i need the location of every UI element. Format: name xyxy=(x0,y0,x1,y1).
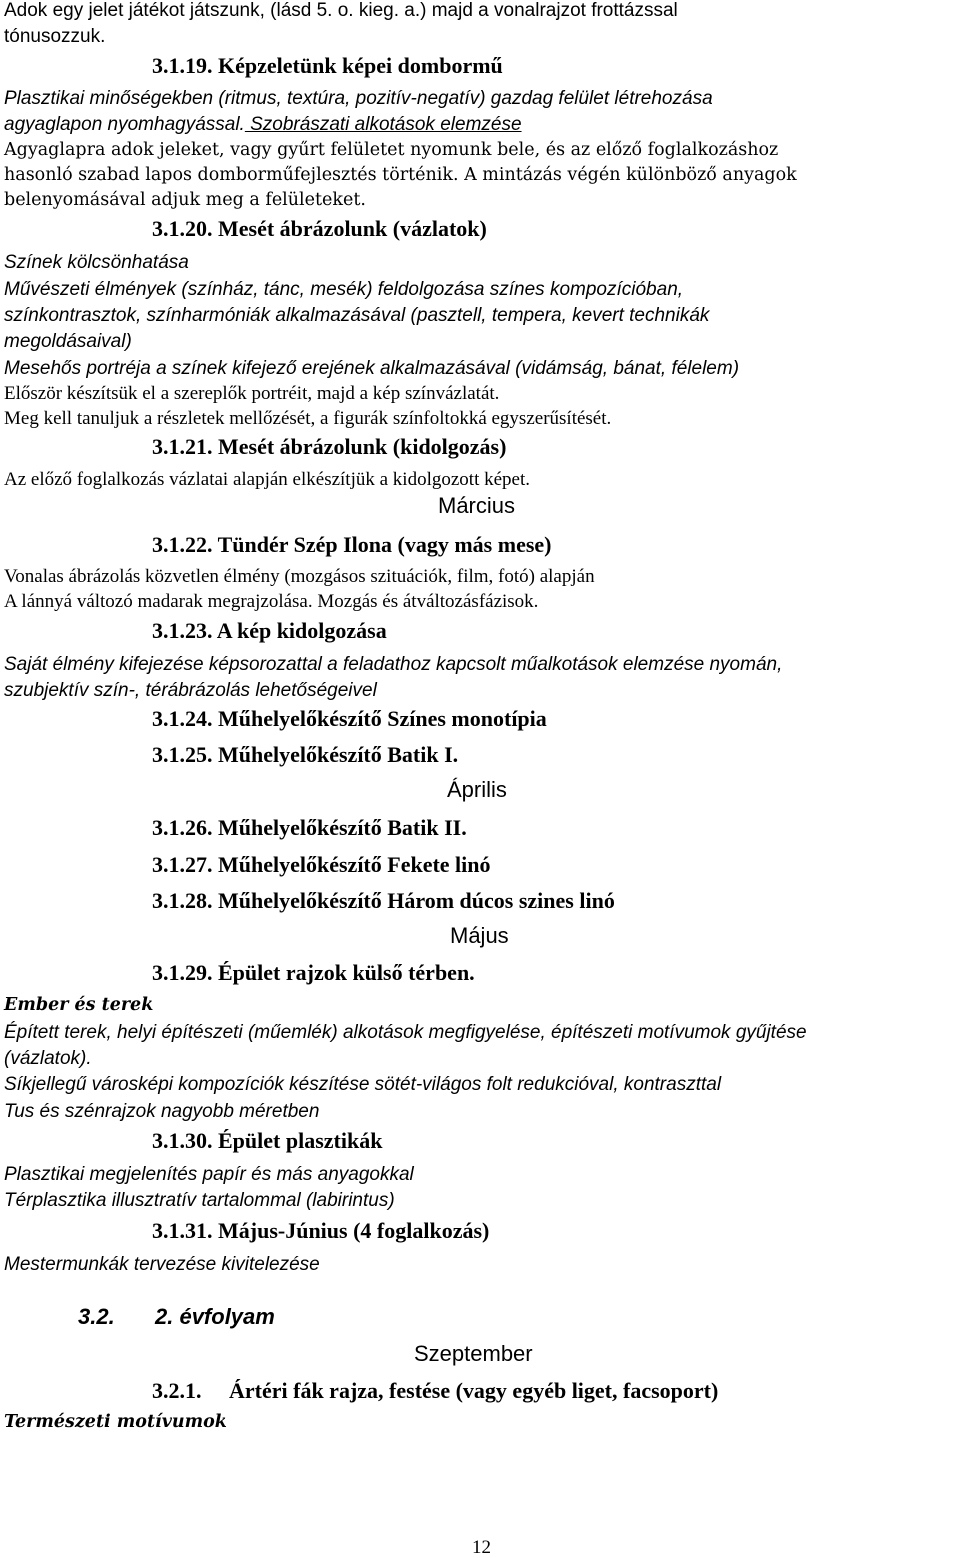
text-line: Adok egy jelet játékot játszunk, (lásd 5. o. kieg. a.) majd a vonalrajzot frottázssal xyxy=(4,0,678,21)
section-heading: 3.1.31. Május-Június (4 foglalkozás) xyxy=(152,1218,490,1243)
text-line: belenyomásával adjuk meg a felületeket. xyxy=(4,190,366,210)
text-line: Tus és szénrajzok nagyobb méretben xyxy=(4,1101,320,1122)
section-heading: 3.1.27. Műhelyelőkészítő Fekete linó xyxy=(152,852,491,877)
section-heading: 3.1.20. Mesét ábrázolunk (vázlatok) xyxy=(152,216,487,241)
text-line: Meg kell tanuljuk a részletek mellőzését, a figurák színfoltokká egyszerűsítését. xyxy=(4,408,612,429)
text-line: Mestermunkák tervezése kivitelezése xyxy=(4,1254,320,1275)
text-line: Ember és terek xyxy=(4,995,154,1015)
text-line: Épített terek, helyi építészeti (műemlék) alkotások megfigyelése, építészeti motívumok gyűjtése xyxy=(4,1022,807,1043)
section-heading: 3.1.19. Képzeletünk képei dombormű xyxy=(152,53,503,78)
text-line: Plasztikai megjelenítés papír és más anyagokkal xyxy=(4,1164,414,1185)
text-line: Térplasztika illusztratív tartalommal (labirintus) xyxy=(4,1190,395,1211)
chapter-number: 3.2. xyxy=(78,1304,115,1329)
text-line: Saját élmény kifejezése képsorozattal a feladathoz kapcsolt műalkotások elemzése nyomán, xyxy=(4,654,783,675)
text-line: Agyaglapra adok jeleket, vagy gyűrt felületet nyomunk bele, és az előző foglalkozáshoz xyxy=(4,140,779,160)
text-line: A lánnyá változó madarak megrajzolása. Mozgás és átváltozásfázisok. xyxy=(4,591,539,612)
section-heading: 3.1.24. Műhelyelőkészítő Színes monotípia xyxy=(152,706,547,731)
text-line: Vonalas ábrázolás közvetlen élmény (mozgásos szituációk, film, fotó) alapján xyxy=(4,566,595,587)
text-line: (vázlatok). xyxy=(4,1048,92,1069)
text-line: Az előző foglalkozás vázlatai alapján elkészítjük a kidolgozott képet. xyxy=(4,469,530,490)
section-heading: 3.1.23. A kép kidolgozása xyxy=(152,618,387,643)
text-line: szubjektív szín-, térábrázolás lehetőségeivel xyxy=(4,680,377,701)
section-number: 3.2.1. xyxy=(152,1378,202,1403)
text-line: Mesehős portréja a színek kifejező erejének alkalmazásával (vidámság, bánat, félelem) xyxy=(4,358,740,379)
section-heading: Ártéri fák rajza, festése (vagy egyéb liget, facsoport) xyxy=(229,1378,719,1403)
text-line: Síkjellegű városképi kompozíciók készítése sötét-világos folt redukcióval, kontraszttal xyxy=(4,1074,722,1095)
section-heading: 3.1.26. Műhelyelőkészítő Batik II. xyxy=(152,815,467,840)
month-heading: Május xyxy=(450,923,509,948)
month-heading: Április xyxy=(447,777,507,802)
text-line: megoldásaival) xyxy=(4,331,132,352)
text-line: Művészeti élmények (színház, tánc, mesék) feldolgozása színes kompozícióban, xyxy=(4,279,684,300)
section-heading: 3.1.25. Műhelyelőkészítő Batik I. xyxy=(152,742,459,767)
section-heading: 3.1.28. Műhelyelőkészítő Három dúcos szines linó xyxy=(152,888,615,913)
chapter-title: 2. évfolyam xyxy=(155,1304,275,1329)
section-heading: 3.1.21. Mesét ábrázolunk (kidolgozás) xyxy=(152,434,507,459)
month-heading: Szeptember xyxy=(414,1341,533,1366)
text-line: Színek kölcsönhatása xyxy=(4,252,189,273)
section-heading: 3.1.30. Épület plasztikák xyxy=(152,1128,383,1153)
text-line xyxy=(4,115,522,134)
text-line: Először készítsük el a szereplők portréit, majd a kép színvázlatát. xyxy=(4,383,500,404)
text-line: Természeti motívumok xyxy=(4,1412,227,1432)
section-heading: 3.1.29. Épület rajzok külső térben. xyxy=(152,960,475,985)
month-heading: Március xyxy=(438,493,516,518)
text-line: tónusozzuk. xyxy=(4,26,106,47)
section-heading: 3.1.22. Tündér Szép Ilona (vagy más mese) xyxy=(152,532,552,557)
text-line xyxy=(4,167,797,185)
text-span: agyaglapon nyomhagyással. xyxy=(4,114,245,135)
text-line: Plasztikai minőségekben (ritmus, textúra, pozitív-negatív) gazdag felület létrehozása xyxy=(4,88,713,109)
underlined-text: Szobrászati alkotások elemzése xyxy=(244,114,522,135)
text-line: színkontrasztok, színharmóniák alkalmazásával (pasztell, tempera, kevert technikák xyxy=(4,305,710,326)
text-span: hasonló szabad lapos domborműfejlesztés történik. xyxy=(4,165,459,185)
text-span: A mintázás végén különböző anyagok xyxy=(458,165,797,185)
page-number: 12 xyxy=(472,1537,491,1558)
